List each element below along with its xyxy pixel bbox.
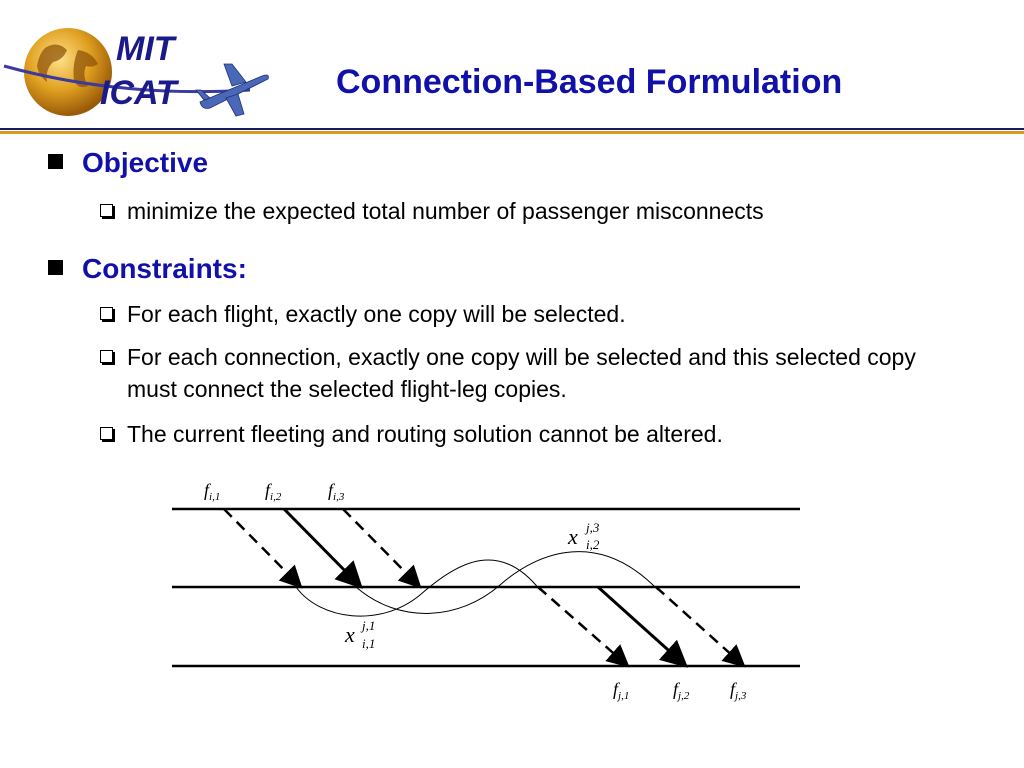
header-rule <box>0 128 1024 130</box>
flight-copy-fj3-arrow <box>656 587 744 666</box>
constraints-heading: Constraints: <box>48 252 247 286</box>
flight-copy-fj1-arrow <box>538 587 628 666</box>
mit-icat-logo <box>0 20 290 120</box>
label-f-j2: $f_{j,2}$ <box>673 679 690 702</box>
header-rule-accent <box>0 131 1024 134</box>
label-f-i1: $f_{i,1}$ <box>204 480 221 503</box>
checkbox-bullet-icon <box>100 307 113 320</box>
constraint-item: For each flight, exactly one copy will be selected. <box>100 298 1000 330</box>
page-title: Connection-Based Formulation <box>336 63 843 101</box>
checkbox-bullet-icon <box>100 204 113 217</box>
constraint-item: For each connection, exactly one copy will be selected and this selected copy must connect the selected flight-leg copies. <box>100 341 930 405</box>
square-bullet-icon <box>48 260 63 275</box>
label-f-j1: $f_{j,1}$ <box>613 679 630 702</box>
flight-copy-fi1-arrow <box>224 509 301 587</box>
airplane-icon <box>196 64 268 116</box>
constraint-item: The current fleeting and routing solution cannot be altered. <box>100 418 1000 450</box>
label-f-i3: $f_{i,3}$ <box>328 480 345 503</box>
label-f-j3: $f_{j,3}$ <box>730 679 747 702</box>
flight-copy-fi2-arrow <box>284 509 361 587</box>
checkbox-bullet-icon <box>100 427 113 440</box>
logo-mit: MIT <box>116 30 175 68</box>
connection-diagram <box>160 470 800 710</box>
flight-copy-fj2-arrow <box>598 587 686 666</box>
objective-item: minimize the expected total number of passenger misconnects <box>100 195 1000 227</box>
connection-curve-x-i2-j3 <box>356 552 658 614</box>
globe-icon <box>24 28 112 116</box>
flight-copy-fi3-arrow <box>343 509 420 587</box>
checkbox-bullet-icon <box>100 350 113 363</box>
objective-heading: Objective <box>48 146 208 180</box>
label-f-i2: $f_{i,2}$ <box>265 480 282 503</box>
label-x-i1-j1: x j,1 i,1 <box>345 618 376 651</box>
square-bullet-icon <box>48 154 63 169</box>
logo-icat: ICAT <box>100 74 177 112</box>
label-x-i2-j3: x j,3 i,2 <box>568 520 600 552</box>
